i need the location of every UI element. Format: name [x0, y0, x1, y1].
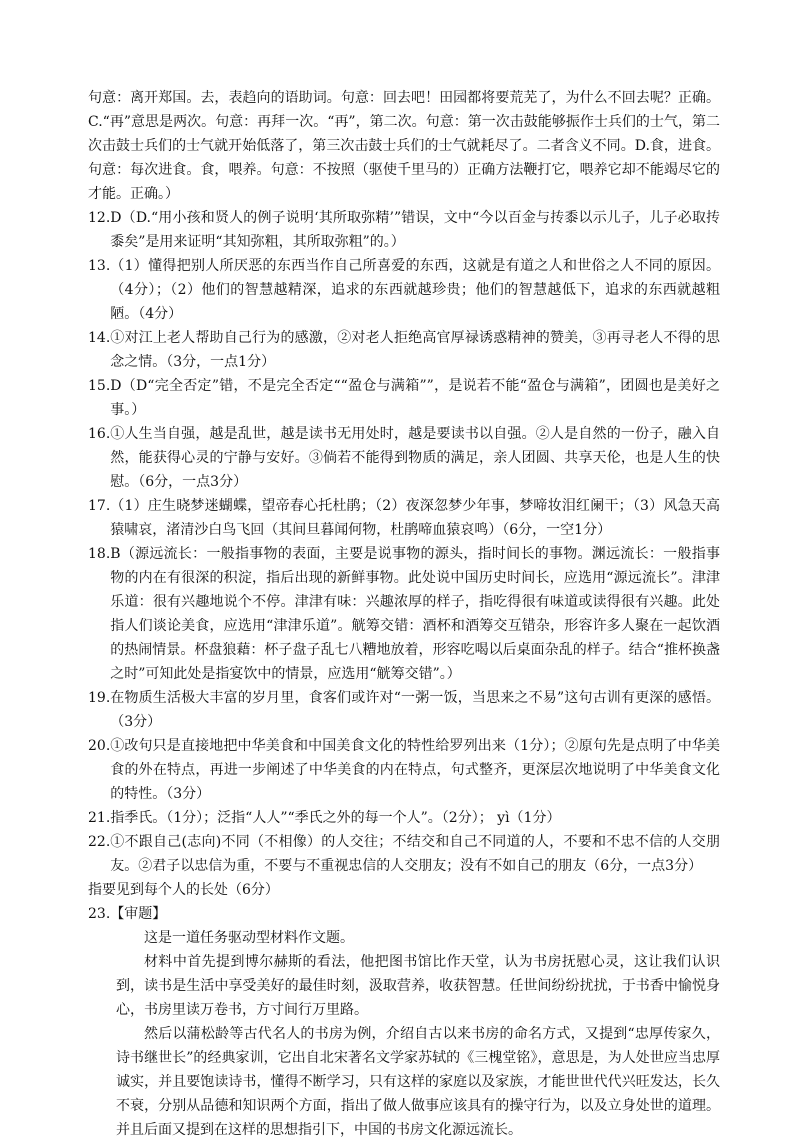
- answer-text: ①不跟自己(志向)不同（不相像）的人交往；不结交和自己不同道的人，不要和不忠不信的人交朋友。②君子以忠信为重，不要与不重视忠信的人交朋友；没有不如自己的朋友（6分，一点3分）: [110, 834, 720, 874]
- essay-paragraph-2: 材料中首先提到博尔赫斯的看法，他把图书馆比作天堂，认为书房抚慰心灵，这让我们认识到，读书是生活中享受美好的最佳时刻，汲取营养，收获智慧。任世间纷纷扰扰，于书香中愉悦身心，书房里读万卷书，方寸间行万里路。: [116, 954, 720, 1018]
- answer-15: [88, 374, 720, 422]
- answer-number: 16.: [88, 426, 111, 442]
- answer-number: 12.: [88, 210, 111, 226]
- answer-number: 22.: [88, 834, 111, 850]
- answer-13: [88, 254, 720, 326]
- answer-text: B（源远流长：一般指事物的表面，主要是说事物的源头，指时间长的事物。渊远流长：一般指事物的内在有很深的积淀，指后出现的新鲜事物。此处说中国历史时间长，应选用“源远流长”。津津乐道：很有兴趣地说个不停。津津有味：兴趣浓厚的样子，指吃得很有味道或读得很有兴趣。此处指人们谈论美食，应选用“津津乐道”。觥筹交错：酒杯和酒筹交互错杂，形容许多人聚在一起饮酒的热闹情景。杯盘狼藉：杯子盘子乱七八糟地放着，形容吃喝以后桌面杂乱的样子。结合“推杯换盏之时”可知此处是指宴饮中的情景，应选用“觥筹交错”。）: [110, 546, 720, 682]
- answer-22: [88, 830, 720, 878]
- answer-text: （1）庄生晓梦迷蝴蝶，望帝春心托杜鹃；（2）夜深忽梦少年事，梦啼妆泪红阑干；（3）风急天高猿啸哀，渚清沙白鸟飞回（其间旦暮闻何物，杜鹃啼血猿哀鸣）（6分，一空1分）: [110, 498, 720, 538]
- essay-paragraph-1: 这是一道任务驱动型材料作文题。: [144, 930, 354, 946]
- answer-23: [88, 902, 720, 926]
- answer-12: [88, 206, 720, 254]
- answer-number: 19.: [88, 690, 111, 706]
- answer-number: 18.: [88, 546, 111, 562]
- answer-page: [88, 86, 720, 1142]
- answer-text: ①改句只是直接地把中华美食和中国美食文化的特性给罗列出来（1分）；②原句先是点明了中华美食的外在特点，再进一步阐述了中华美食的内在特点，句式整齐，更深层次地说明了中华美食文化的特性。（3分）: [110, 738, 720, 802]
- answer-number: 23.: [88, 906, 111, 922]
- answer-heading: 【审题】: [110, 906, 167, 922]
- answer-number: 13.: [88, 258, 111, 274]
- essay-paragraph-3: 然后以蒲松龄等古代名人的书房为例，介绍自古以来书房的命名方式，又提到“忠厚传家久，诗书继世长”的经典家训，它出自北宋著名文学家苏轼的《三槐堂铭》，意思是，为人处世应当忠厚诚实，并且要饱读诗书，懂得不断学习，只有这样的家庭以及家族，才能世世代代兴旺发达，长久不衰，分别从品德和知识两个方面，指出了做人做事应该具有的操守行为，以及立身处世的道理。并且后面又提到在这样的思想指引下，中国的书房文化源远流长。: [116, 1026, 720, 1138]
- answer-text: D（D.“用小孩和贤人的例子说明‘其所取弥精’”错误，文中“今以百金与抟黍以示儿子，儿子必取抟黍矣”是用来证明“其知弥粗，其所取弥粗”的。）: [110, 210, 720, 250]
- continued-paragraph: 句意：离开郑国。去，表趋向的语助词。句意：回去吧！田园都将要荒芜了，为什么不回去呢？正确。C.“再”意思是两次。句意：再拜一次。“再”，第二次。句意：第一次击鼓能够振作士兵们的士气，第二次击鼓士兵们的士气就开始低落了，第三次击鼓士兵们的士气就耗尽了。二者含义不同。D.食，进食。句意：每次进食。食，喂养。句意：不按照（驱使千里马的）正确方法鞭打它，喂养它却不能竭尽它的才能。正确。）: [88, 90, 720, 202]
- answer-text: ①对江上老人帮助自己行为的感激，②对老人拒绝高官厚禄诱惑精神的赞美，③再寻老人不得的思念之情。（3分，一点1分）: [110, 330, 720, 370]
- answer-14: [88, 326, 720, 374]
- answer-text: 指季氏。（1分）；泛指“人人”“季氏之外的每一个人”。（2分）； yì（1分）: [110, 810, 561, 826]
- answer-16: [88, 422, 720, 494]
- answer-19: [88, 686, 720, 734]
- answer-number: 17.: [88, 498, 111, 514]
- answer-21: [88, 806, 720, 830]
- answer-number: 21.: [88, 810, 111, 826]
- answer-20: [88, 734, 720, 806]
- answer-number: 20.: [88, 738, 111, 754]
- answer-17: [88, 494, 720, 542]
- answer-22-extra: 指要见到每个人的长处（6分）: [88, 882, 279, 898]
- answer-text: ①人生当自强，越是乱世，越是读书无用处时，越是要读书以自强。②人是自然的一份子，融入自然，能获得心灵的宁静与安好。③倘若不能得到物质的满足，亲人团圆、共享天伦，也是人生的快慰。（6分，一点3分）: [110, 426, 720, 490]
- answer-number: 15.: [88, 378, 111, 394]
- answer-18: [88, 542, 720, 686]
- answer-text: （1）懂得把别人所厌恶的东西当作自己所喜爱的东西，这就是有道之人和世俗之人不同的原因。（4分）；（2）他们的智慧越精深，追求的东西就越珍贵；他们的智慧越低下，追求的东西就越粗陋。（4分）: [110, 258, 720, 322]
- answer-text: 在物质生活极大丰富的岁月里，食客们或许对“一粥一饭，当思来之不易”这句古训有更深的感悟。（3分）: [110, 690, 720, 730]
- answer-text: D（D“完全否定”错，不是完全否定““盈仓与满箱””，是说若不能“盈仓与满箱”，团圆也是美好之事。）: [110, 378, 720, 418]
- answer-number: 14.: [88, 330, 111, 346]
